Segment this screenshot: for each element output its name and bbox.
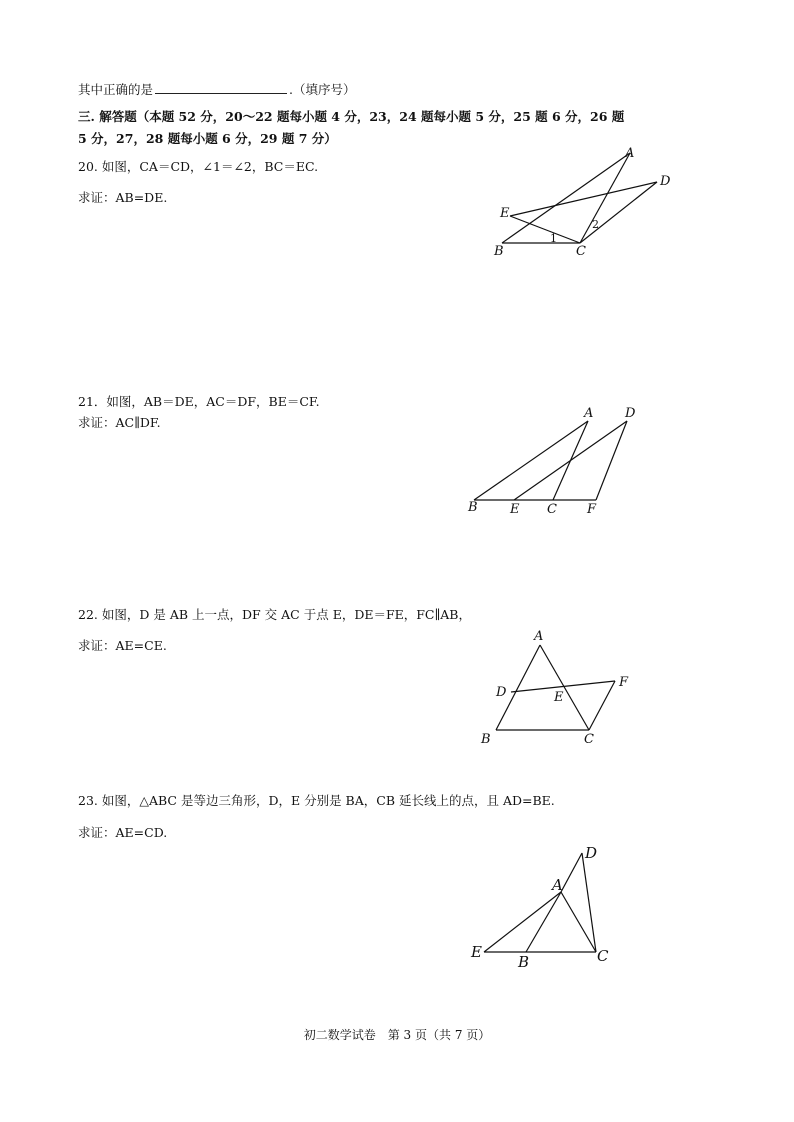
label-C: C (597, 947, 609, 965)
fill-in-line (78, 80, 356, 99)
segment-cf (589, 681, 615, 730)
label-A: A (584, 406, 594, 421)
problem-22-statement: 22. 如图，D 是 AB 上一点，DF 交 AC 于点 E，DE＝FE，FC∥AB， (78, 607, 471, 622)
label-E: E (510, 502, 520, 517)
problem-20-statement: 20. 如图，CA＝CD，∠1＝∠2，BC＝EC. (78, 159, 319, 174)
segment-ba (526, 892, 561, 952)
label-B: B (468, 500, 478, 515)
segment-ac (561, 892, 596, 952)
label-D: D (625, 406, 636, 421)
label-A: A (534, 629, 544, 644)
problem-23-prove: 求证：AE=CD. (78, 825, 168, 840)
answer-blank[interactable] (155, 80, 287, 94)
problem-20-prove: 求证：AB=DE. (78, 190, 168, 205)
label-D: D (585, 844, 598, 862)
problem-21-figure (460, 400, 660, 520)
label-D: D (660, 174, 671, 189)
problem-21-prove: 求证：AC∥DF. (78, 415, 161, 430)
angle-label-2: 2 (592, 218, 599, 231)
segment-ad (561, 853, 582, 892)
label-B: B (518, 953, 530, 971)
label-A: A (625, 146, 635, 161)
segment-ac (540, 645, 589, 730)
segment-fd (596, 421, 627, 500)
problem-22-prove: 求证：AE=CE. (78, 638, 167, 653)
label-C: C (576, 244, 586, 259)
label-E: E (500, 206, 510, 221)
label-B: B (481, 732, 491, 747)
section-title-line1: 三. 解答题（本题 52 分，20～22 题每小题 4 分，23，24 题每小题 5 分，25 题 6 分，26 题 (78, 109, 625, 124)
label-D: D (496, 685, 507, 700)
label-B: B (494, 244, 504, 259)
label-F: F (619, 675, 629, 690)
label-C: C (584, 732, 594, 747)
label-E: E (471, 943, 482, 961)
problem-23-statement: 23. 如图，△ABC 是等边三角形，D，E 分别是 BA，CB 延长线上的点，且 AD=BE. (78, 793, 555, 808)
angle-label-1: 1 (550, 232, 557, 245)
label-F: F (587, 502, 597, 517)
label-C: C (547, 502, 557, 517)
problem-20-figure (480, 140, 680, 270)
fill-in-prefix: 其中正确的是 (78, 82, 154, 97)
label-E: E (554, 690, 564, 705)
problem-22-figure (470, 625, 650, 755)
fill-in-suffix: .（填序号） (289, 82, 356, 97)
segment-ba (502, 153, 630, 243)
problem-23-figure (460, 840, 640, 980)
problem-21-statement: 21．如图，AB＝DE，AC＝DF，BE＝CF. (78, 394, 320, 409)
section-title-line2: 5 分，27，28 题每小题 6 分，29 题 7 分） (78, 131, 337, 146)
segment-ea (484, 892, 561, 952)
page-footer: 初二数学试卷 第 3 页（共 7 页） (303, 1028, 491, 1042)
label-A: A (552, 876, 563, 894)
segment-dc (582, 853, 596, 952)
